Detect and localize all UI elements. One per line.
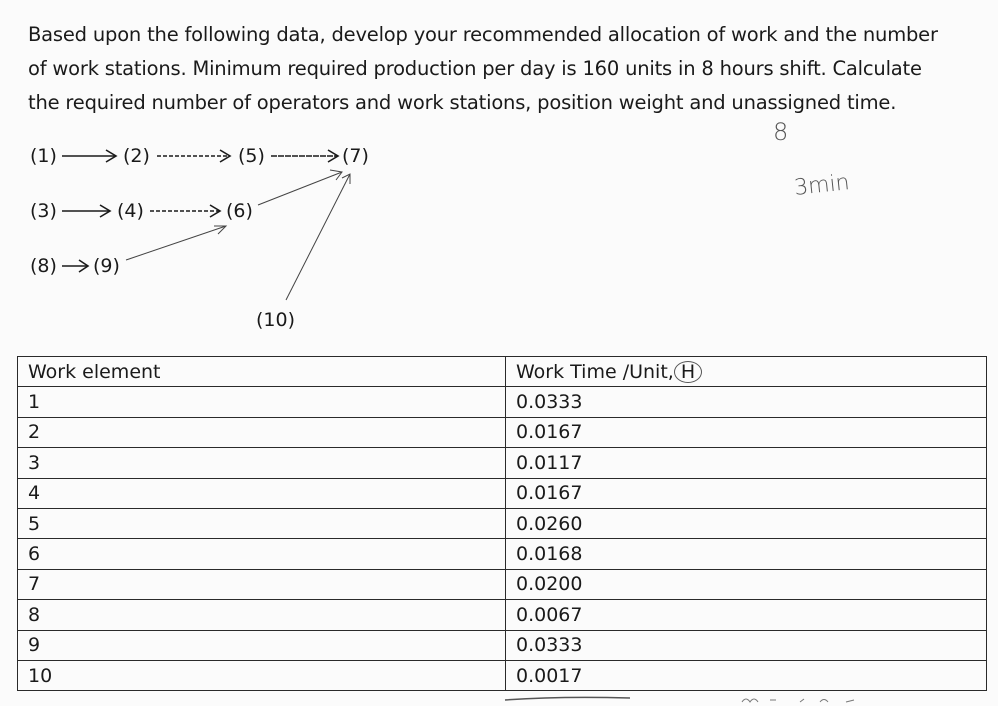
problem-line-2: of work stations. Minimum required production per day is 160 units in 8 hours shift. Calculate [28, 57, 922, 80]
header-work-time [506, 357, 987, 387]
header-time-unit: H [674, 361, 702, 383]
row-element: 10 [18, 660, 506, 690]
problem-line-1: Based upon the following data, develop your recommended allocation of work and the number [28, 23, 938, 46]
arrowhead-6-7 [330, 170, 342, 180]
node-2: (2) [123, 145, 150, 167]
row-element: 1 [18, 387, 506, 417]
row-time: 0.0168 [506, 539, 987, 569]
table-row [18, 417, 987, 447]
handwritten-note-3min: 3min [793, 170, 851, 201]
node-10: (10) [256, 309, 296, 331]
bottom-pen-marks [0, 690, 998, 706]
table-row [18, 387, 987, 417]
node-9: (9) [93, 255, 120, 277]
table-row [18, 600, 987, 630]
problem-line-3: the required number of operators and work stations, position weight and unassigned time. [28, 91, 897, 114]
header-work-element: Work element [18, 357, 506, 387]
table-row [18, 478, 987, 508]
row-time: 0.0117 [506, 448, 987, 478]
arrow-9-6 [126, 226, 226, 260]
row-time: 0.0260 [506, 508, 987, 538]
row-time: 0.0200 [506, 569, 987, 599]
row-element: 8 [18, 600, 506, 630]
row-element: 3 [18, 448, 506, 478]
arrow-6-7 [258, 172, 342, 205]
table-header-row [18, 357, 987, 387]
row-element: 7 [18, 569, 506, 599]
node-1: (1) [30, 145, 57, 167]
table-row [18, 448, 987, 478]
node-3: (3) [30, 200, 57, 222]
row-time: 0.0333 [506, 387, 987, 417]
table-row [18, 508, 987, 538]
table-row [18, 569, 987, 599]
row-time: 0.0067 [506, 600, 987, 630]
node-7: (7) [342, 145, 369, 167]
header-work-time-label: Work Time /Unit, [516, 360, 674, 383]
row-element: 5 [18, 508, 506, 538]
row-time: 0.0167 [506, 417, 987, 447]
row-time: 0.0167 [506, 478, 987, 508]
node-8: (8) [30, 255, 57, 277]
row-element: 9 [18, 630, 506, 660]
row-time: 0.0017 [506, 660, 987, 690]
table-row [18, 660, 987, 690]
table-row [18, 630, 987, 660]
arrowhead-9-6 [214, 226, 226, 234]
handwritten-note-8: 8 [773, 118, 789, 146]
table-row [18, 539, 987, 569]
work-element-table [17, 356, 987, 691]
row-element: 6 [18, 539, 506, 569]
row-time: 0.0333 [506, 630, 987, 660]
arrow-10-7 [286, 174, 350, 300]
node-6: (6) [226, 200, 253, 222]
node-4: (4) [117, 200, 144, 222]
node-5: (5) [238, 145, 265, 167]
row-element: 2 [18, 417, 506, 447]
row-element: 4 [18, 478, 506, 508]
